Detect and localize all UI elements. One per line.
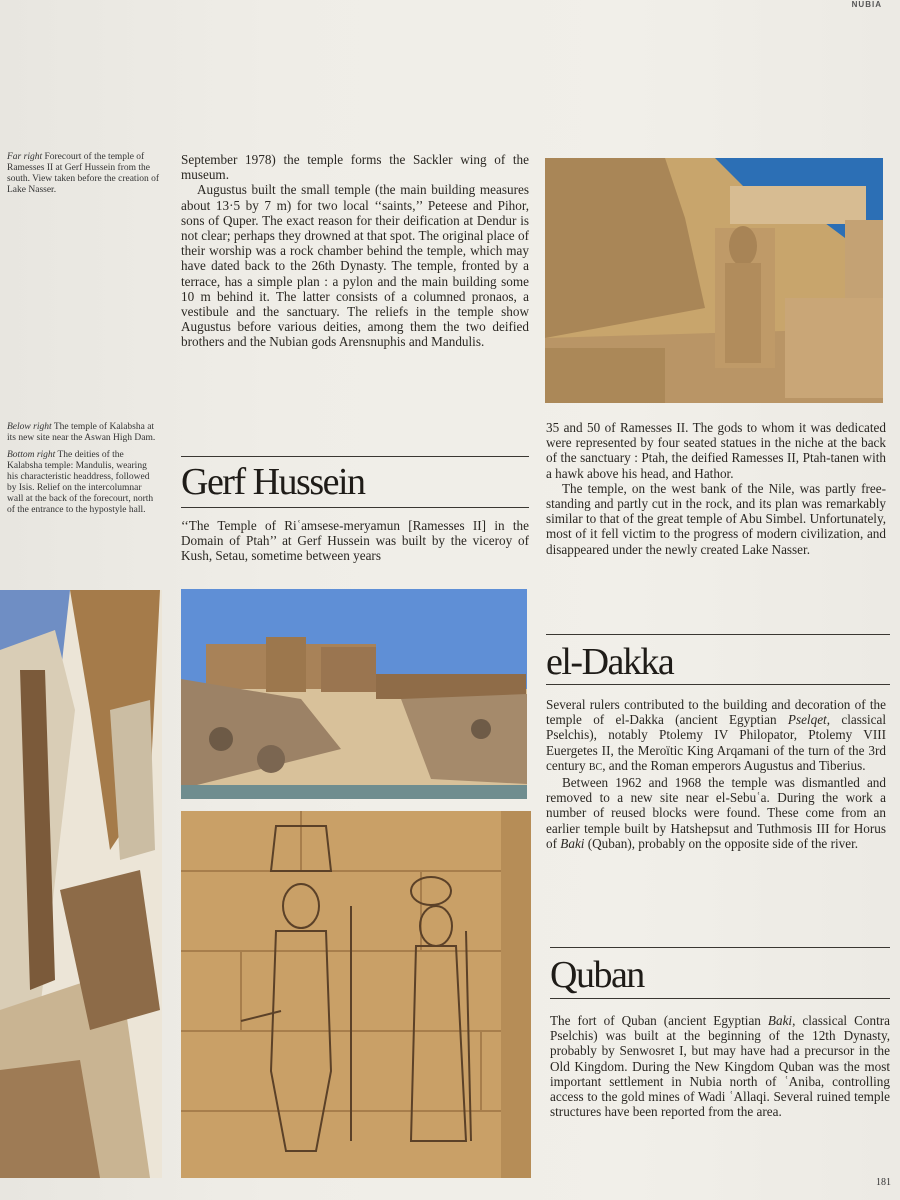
paragraph: September 1978) the temple forms the Sackler wing of the museum. [181,152,529,183]
photo-relief-mandulis-isis [181,811,531,1178]
dendur-text [181,152,529,350]
paragraph: Augustus built the small temple (the main building measures about 13·5 by 7 m) for two local ‘‘saints,’’ Peteese and Pihor, sons of Quper. The exact reason for their deification at Dendur is not clear; perhaps they drowned at that spot. The original place of their worship was a rock chamber behind the temple, which may have dated back to the 26th Dynasty. The temple, fronted by a terrace, has a simple plan : a pylon and the main building some 10 m behind it. The latter consists of a columned pronaos, a vestibule and the sanctuary. The reliefs in the temple show Augustus before various deities, among them the two deified brothers and the Nubian gods Arensnuphis and Mandulis. [181,182,529,350]
painting-kalabsha [0,590,162,1178]
caption-text: The deities of the Kalabsha temple: Mandulis, wearing his characteristic headdress, followed by Isis. Relief on the intercolumnar wall at the back of the forecourt, north of the entrance to the hypostyle hall. [7,450,154,515]
photo-kalabsha-temple [181,589,527,799]
caption-lead: Far right [7,152,43,162]
heading-quban: Quban [550,954,644,996]
caption-lead: Bottom right [7,450,56,460]
gerf-hussein-text-continued [546,420,886,557]
quban-text [550,1013,890,1119]
section-rule [181,507,529,508]
caption-far-right [7,152,159,196]
el-dakka-text [546,697,886,851]
paragraph: Between 1962 and 1968 the temple was dismantled and removed to a new site near el-Sebuʿa. During the work a number of reused blocks were found. These come from an earlier temple built by Hatshepsut and Tuthmosis III for Horus of Baki (Quban), probably on the opposite side of the river. [546,775,886,851]
heading-el-dakka: el-Dakka [546,641,674,683]
section-rule [550,998,890,999]
caption-text: Forecourt of the temple of Ramesses II at Gerf Hussein from the south. View taken before the creation of Lake Nasser. [7,152,159,195]
section-rule [546,634,890,635]
page-number: 181 [876,1177,891,1188]
section-rule [546,684,890,685]
caption-lead: Below right [7,422,52,432]
heading-gerf-hussein: Gerf Hussein [181,461,365,503]
photo-gerf-hussein-forecourt [545,158,883,403]
paragraph: Several rulers contributed to the building and decoration of the temple of el-Dakka (ancient Egyptian Pselqet, classical Pselchis), notably Ptolemy IV Philopator, Ptolemy VIII Euergetes II, the Meroïtic King Arqamani of the turn of the 3rd century BC, and the Roman emperors Augustus and Tiberius. [546,697,887,773]
paragraph: The fort of Quban (ancient Egyptian Baki, classical Contra Pselchis) was built at the beginning of the 12th Dynasty, probably by Senwosret I, but may have had a precursor in the Old Kingdom. During the New Kingdom Quban was the most important settlement in Nubia north of ʿAniba, controlling access to the gold mines of Wadi ʿAllaqi. Several ruined temple structures have been reported from the area. [550,1013,891,1120]
running-head: NUBIA [851,0,882,9]
section-rule [181,456,529,457]
paragraph: ‘‘The Temple of Riʿamsese-meryamun [Ramesses II] in the Domain of Ptah’’ at Gerf Hussein was built by the viceroy of Kush, Setau, sometime between years [181,518,529,564]
gerf-hussein-text [181,518,529,564]
caption-text: The temple of Kalabsha at its new site near the Aswan High Dam. [7,422,156,443]
paragraph: 35 and 50 of Ramesses II. The gods to whom it was dedicated were represented by four seated statues in the niche at the back of the sanctuary : Ptah, the deified Ramesses II, Ptah-tanen with a hawk above his head, and Hathor. [546,420,886,481]
paragraph: The temple, on the west bank of the Nile, was partly free-standing and partly cut in the rock, and its plan was remarkably similar to that of the great temple of Abu Simbel. Unfortunately, most of it fell victim to the progress of modern civilization, and disappeared under the newly created Lake Nasser. [546,480,886,557]
section-rule [550,947,890,948]
caption-below-right [7,422,159,522]
